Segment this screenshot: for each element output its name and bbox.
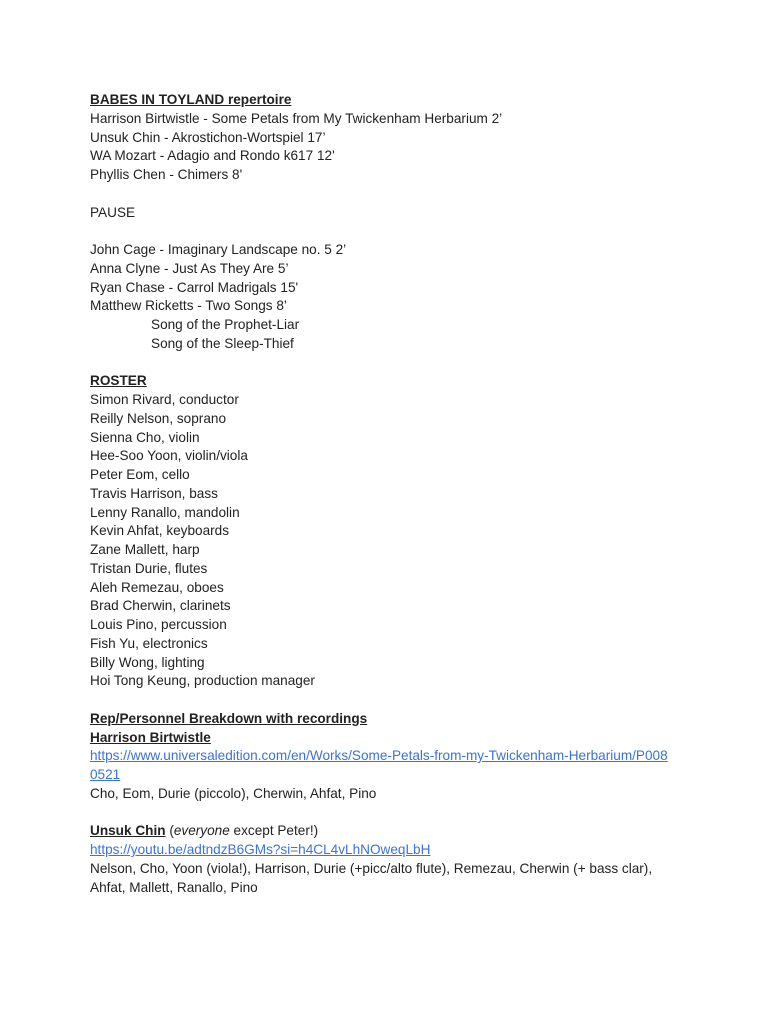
chin-note-italic: everyone (173, 823, 230, 839)
spacer (90, 185, 690, 204)
pause-label: PAUSE (90, 204, 136, 220)
birtwistle-recording-link[interactable]: https://www.universaledition.com/en/Works/Some-Petals-from-my-Twickenham-Herbarium/P008 (90, 748, 668, 764)
roster-member: Sienna Cho, violin (90, 429, 200, 445)
repertoire-item: WA Mozart - Adagio and Rondo k617 12' (90, 148, 335, 164)
song-subitem: Song of the Sleep-Thief (151, 335, 294, 351)
song-subitem: Song of the Prophet-Liar (151, 317, 300, 332)
roster-member: Simon Rivard, conductor (90, 392, 239, 407)
roster-member: Reilly Nelson, soprano (90, 410, 227, 426)
roster-member: Aleh Remezau, oboes (90, 579, 224, 595)
birtwistle-recording-link-continued[interactable]: 0521 (90, 767, 121, 782)
roster-member: Hoi Tong Keung, production manager (90, 673, 315, 689)
repertoire-item: Harrison Birtwistle - Some Petals from My Twickenham Herbarium 2’ (90, 110, 503, 126)
spacer (90, 222, 690, 241)
roster-member: Kevin Ahfat, keyboards (90, 523, 230, 539)
roster-member: Billy Wong, lighting (90, 654, 205, 670)
chin-note-rest: except Peter!) (229, 823, 319, 839)
chin-players-line-1: Nelson, Cho, Yoon (viola!), Harrison, Durie (+picc/alto flute), Remezau, Cherwin (+ bass clar), (90, 860, 653, 876)
chin-note-open: ( (169, 823, 174, 839)
roster-member: Peter Eom, cello (90, 467, 190, 482)
roster-heading: ROSTER (90, 373, 147, 389)
roster-member: Zane Mallett, harp (90, 542, 200, 557)
repertoire-item: John Cage - Imaginary Landscape no. 5 2’ (90, 242, 347, 257)
roster-member: Hee-Soo Yoon, violin/viola (90, 448, 248, 464)
repertoire-item: Phyllis Chen - Chimers 8' (90, 167, 243, 182)
birtwistle-players: Cho, Eom, Durie (piccolo), Cherwin, Ahfat, Pino (90, 785, 377, 801)
repertoire-item: Anna Clyne - Just As They Are 5’ (90, 260, 289, 276)
repertoire-item: Unsuk Chin - Akrostichon-Wortspiel 17’ (90, 129, 326, 145)
document-content (90, 91, 690, 897)
roster-member: Brad Cherwin, clarinets (90, 598, 231, 614)
roster-member: Lenny Ranallo, mandolin (90, 504, 240, 520)
chin-recording-link[interactable]: https://youtu.be/adtndzB6GMs?si=h4CL4vLhNOweqLbH (90, 842, 431, 857)
repertoire-heading: BABES IN TOYLAND repertoire (90, 92, 292, 107)
birtwistle-link-line-1 (90, 747, 690, 766)
chin-heading: Unsuk Chin (90, 823, 166, 839)
roster-member: Fish Yu, electronics (90, 635, 208, 651)
repertoire-item: Ryan Chase - Carrol Madrigals 15' (90, 279, 299, 295)
birtwistle-link-line-2 (90, 766, 690, 785)
chin-heading-line (90, 822, 690, 841)
chin-link-line (90, 841, 690, 860)
birtwistle-heading: Harrison Birtwistle (90, 729, 211, 745)
roster-member: Louis Pino, percussion (90, 617, 227, 632)
spacer (90, 804, 690, 823)
chin-players-line-2: Ahfat, Mallett, Ranallo, Pino (90, 879, 258, 895)
breakdown-heading: Rep/Personnel Breakdown with recordings (90, 710, 368, 726)
roster-member: Travis Harrison, bass (90, 485, 218, 501)
roster-member: Tristan Durie, flutes (90, 560, 208, 576)
repertoire-item: Matthew Ricketts - Two Songs 8’ (90, 298, 287, 314)
spacer (90, 354, 690, 373)
spacer (90, 691, 690, 710)
